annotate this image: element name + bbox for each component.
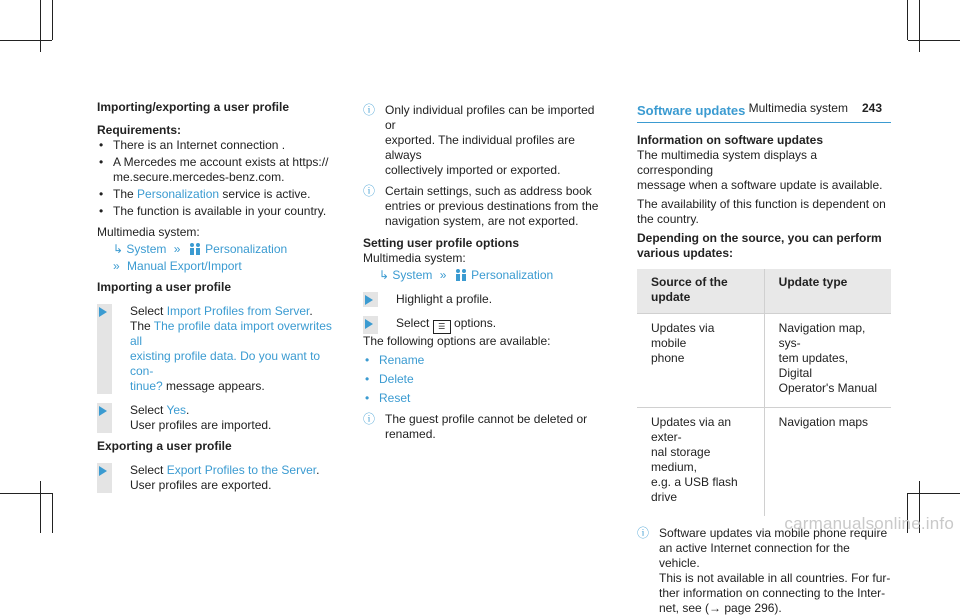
- person-icon: [188, 242, 202, 256]
- page-number: 243: [861, 101, 882, 115]
- table-row: [637, 408, 891, 517]
- info-text: The multimedia system displays a corresponding message when a software update is available.: [637, 148, 883, 192]
- table-cell: Navigation maps: [764, 408, 891, 517]
- path-manual-export-import[interactable]: Manual Export/Import: [127, 259, 242, 273]
- info-icon: ⓘ: [363, 412, 376, 426]
- table-header-type: Update type: [764, 269, 891, 314]
- step-import-2: Select Yes. User profiles are imported.: [97, 403, 337, 433]
- availability-text: The availability of this function is dependent on the country.: [637, 197, 886, 226]
- page-reference-link[interactable]: net, see (→ page 296).: [659, 601, 782, 615]
- enter-arrow-icon: ↳: [113, 242, 124, 256]
- requirement-item: • There is an Internet connection .: [97, 138, 337, 153]
- crop-mark: [0, 493, 52, 494]
- menu-path: [363, 268, 603, 283]
- section-heading-software-updates: Software updates: [637, 103, 891, 123]
- crop-mark: [908, 493, 960, 494]
- menu-path: [97, 259, 337, 274]
- step-import-1: Select Import Profiles from Server. The The profile data import overwrites all existing profile data. Do you want to con- tinue? message appears.: [97, 304, 337, 394]
- crop-mark: [908, 40, 960, 41]
- requirement-item: • The Personalization service is active.: [97, 187, 337, 202]
- double-chevron-icon: »: [439, 268, 447, 282]
- heading-importing: Importing a user profile: [97, 280, 232, 294]
- step-select-options: Select ☰ options.: [363, 316, 603, 334]
- requirements-heading: Requirements:: [97, 123, 182, 137]
- heading-info-updates: Information on software updates: [637, 133, 824, 147]
- crop-mark: [40, 481, 41, 533]
- crop-mark: [907, 0, 908, 40]
- import-warning-text: The profile data import overwrites all: [130, 319, 332, 348]
- options-menu-icon[interactable]: ☰: [433, 320, 451, 334]
- table-header-source: Source of the update: [637, 269, 764, 314]
- info-icon: ⓘ: [363, 184, 376, 198]
- heading-perform-updates: Depending on the source, you can perform various updates:: [637, 231, 882, 260]
- step-highlight-profile: Highlight a profile.: [363, 292, 603, 307]
- option-reset[interactable]: • Reset: [363, 391, 603, 406]
- step-arrow-icon: [99, 307, 107, 317]
- requirement-item: • A Mercedes me account exists at https:// me.secure.mercedes-benz.com.: [97, 155, 337, 185]
- crop-mark: [52, 493, 53, 533]
- personalization-link[interactable]: Personalization: [137, 187, 220, 201]
- step-arrow-icon: [365, 319, 373, 329]
- path-label: Multimedia system:: [363, 251, 466, 265]
- path-system[interactable]: System: [126, 242, 167, 256]
- step-arrow-icon: [99, 466, 107, 476]
- note-software-updates: ⓘ Software updates via mobile phone require an active Internet connection for the vehicle. This is not available in all countries. For fur- ther information on connecting to the Inter- net, see (→ page 296).: [637, 526, 891, 615]
- menu-path: [97, 242, 337, 257]
- path-personalization[interactable]: Personalization: [471, 268, 554, 282]
- crop-mark: [919, 0, 920, 52]
- path-system[interactable]: System: [392, 268, 433, 282]
- heading-exporting: Exporting a user profile: [97, 439, 232, 453]
- enter-arrow-icon: ↳: [379, 268, 390, 282]
- note-settings: ⓘ Certain settings, such as address book entries or previous destinations from the navigation system, are not exported.: [363, 184, 599, 228]
- watermark: carmanualsonline.info: [784, 514, 954, 533]
- double-chevron-icon: »: [173, 242, 181, 256]
- heading-import-export: Importing/exporting a user profile: [97, 100, 290, 114]
- table-header-row: [637, 269, 891, 314]
- requirement-item: • The function is available in your country.: [97, 204, 337, 219]
- column-right: [637, 103, 891, 616]
- option-rename[interactable]: • Rename: [363, 353, 603, 368]
- column-left: [97, 100, 337, 493]
- yes-link[interactable]: Yes: [166, 403, 187, 417]
- note-import-export: ⓘ Only individual profiles can be imported or exported. The individual profiles are always collectively imported or exported.: [363, 103, 595, 177]
- note-guest-profile: ⓘ The guest profile cannot be deleted or renamed.: [363, 412, 588, 441]
- table-row: [637, 314, 891, 408]
- section-name: Multimedia system: [748, 101, 848, 115]
- step-export-1: Select Export Profiles to the Server. User profiles are exported.: [97, 463, 337, 493]
- option-delete[interactable]: • Delete: [363, 372, 603, 387]
- crop-mark: [0, 40, 52, 41]
- person-icon: [454, 268, 468, 282]
- export-profiles-link[interactable]: Export Profiles to the Server: [166, 463, 317, 477]
- crop-mark: [40, 0, 41, 52]
- double-chevron-icon: »: [113, 259, 120, 273]
- step-arrow-icon: [365, 295, 373, 305]
- info-icon: ⓘ: [637, 526, 650, 540]
- step-bar: [97, 304, 112, 394]
- heading-profile-options: Setting user profile options: [363, 236, 520, 250]
- table-cell: Updates via mobile phone: [637, 314, 764, 408]
- step-arrow-icon: [99, 406, 107, 416]
- path-personalization[interactable]: Personalization: [205, 242, 288, 256]
- column-middle: [363, 103, 603, 442]
- import-profiles-link[interactable]: Import Profiles from Server: [166, 304, 310, 318]
- crop-mark: [52, 0, 53, 40]
- path-label: Multimedia system:: [97, 225, 200, 239]
- table-cell: Updates via an exter- nal storage medium, e.g. a USB flash drive: [637, 408, 764, 517]
- table-cell: Navigation map, sys- tem updates, Digital Operator's Manual: [764, 314, 891, 408]
- options-intro: The following options are available:: [363, 334, 551, 348]
- updates-table: [637, 269, 891, 516]
- info-icon: ⓘ: [363, 103, 376, 117]
